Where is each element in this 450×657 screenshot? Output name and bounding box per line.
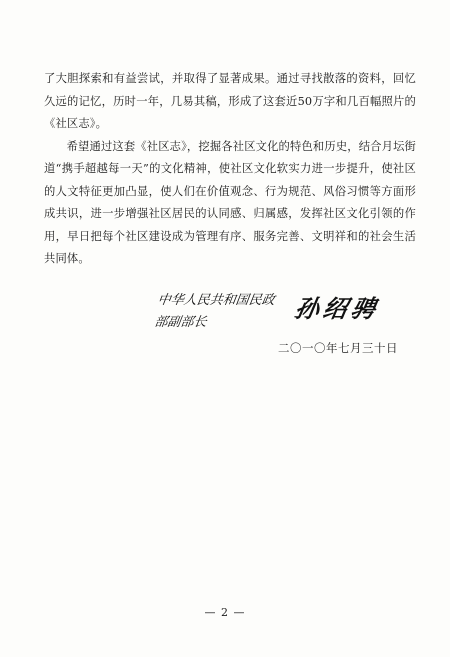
paragraph-1: 了大胆探索和有益尝试，并取得了显著成果。通过寻找散落的资料，回忆久远的记忆，历时一年，几易其稿，形成了这套近50万字和几百幅照片的《社区志》。 — [44, 72, 416, 130]
paragraph-2: 希望通过这套《社区志》，挖掘各社区文化的特色和历史，结合月坛街道“携手超越每一天”的文化精神，使社区文化软实力进一步提升，使社区的人文特征更加凸显，使人们在价值观念、行为规范、风俗习惯等方面形成共识，进一步增强社区居民的认同感、归属感，发挥社区文化引领的作用，早日把每个社区建设成为管理有序、服务完善、文明祥和的社会生活共同体。 — [44, 139, 416, 265]
signature-title: 中华人民共和国民政部副部长 — [153, 293, 276, 330]
document-date: 二〇一〇年七月三十日 — [278, 341, 398, 355]
signature-name: 孙绍骋 — [292, 294, 382, 323]
body-text — [44, 68, 416, 271]
page-number: — 2 — — [204, 606, 246, 619]
